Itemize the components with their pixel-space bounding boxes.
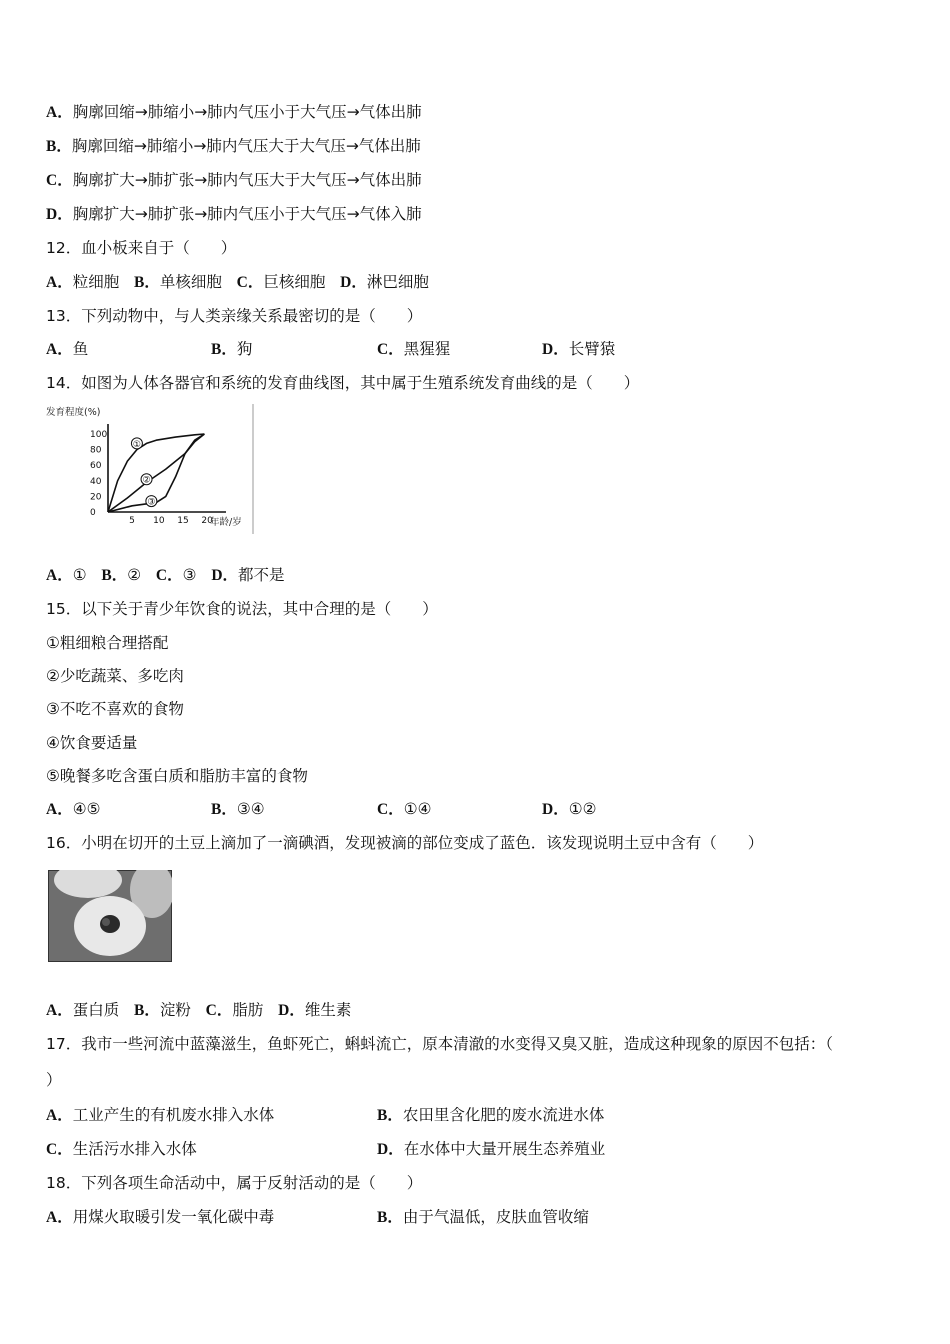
- q17-stem: 17．我市一些河流中蓝藻滋生，鱼虾死亡，蝌蚪流亡，原本清澈的水变得又臭又脏，造成这种现象的原因不包括：（: [46, 1035, 833, 1053]
- q18-stem: 18．下列各项生命活动中，属于反射活动的是（ ）: [46, 1174, 423, 1192]
- chart-xlabel: 年龄/岁: [210, 517, 242, 528]
- q15-item-2: ②少吃蔬菜、多吃肉: [46, 667, 184, 685]
- q11-option-b: B．胸廓回缩→肺缩小→肺内气压大于大气压→气体出肺: [46, 137, 421, 155]
- chart-y-tick-label: 0: [90, 508, 96, 518]
- q15-option-d: D．①②: [542, 800, 597, 818]
- chart-y-tick-label: 20: [90, 492, 102, 503]
- potato-iodine-photo: [48, 870, 172, 962]
- chart-y-tick-label: 80: [90, 445, 102, 456]
- q11-option-a: A．胸廓回缩→肺缩小→肺内气压小于大气压→气体出肺: [46, 103, 422, 121]
- q15-stem: 15．以下关于青少年饮食的说法，其中合理的是（ ）: [46, 600, 438, 618]
- chart-y-tick-label: 100: [90, 430, 108, 440]
- q14-stem: 14．如图为人体各器官和系统的发育曲线图，其中属于生殖系统发育曲线的是（ ）: [46, 374, 640, 392]
- chart-y-tick-label: 40: [90, 476, 102, 487]
- q17-option-b: B．农田里含化肥的废水流进水体: [377, 1106, 605, 1124]
- q15-option-b: B．③④: [211, 800, 265, 818]
- development-curve-svg: [46, 404, 254, 534]
- q13-option-b: B．狗: [211, 340, 253, 358]
- q18-option-b: B．由于气温低，皮肤血管收缩: [377, 1208, 589, 1226]
- q15-option-c: C．①④: [377, 800, 432, 818]
- q11-option-c: C．胸廓扩大→肺扩张→肺内气压大于大气压→气体出肺: [46, 171, 422, 189]
- q15-item-3: ③不吃不喜欢的食物: [46, 700, 184, 718]
- q15-item-5: ⑤晚餐多吃含蛋白质和脂肪丰富的食物: [46, 767, 308, 785]
- q16-options: A．蛋白质 B．淀粉 C．脂肪 D．维生素: [46, 1001, 352, 1019]
- chart-series-label: ②: [142, 475, 151, 486]
- q17-stem-tail: ）: [46, 1071, 62, 1089]
- chart-x-tick-label: 5: [129, 516, 135, 526]
- q13-option-c: C．黑猩猩: [377, 340, 451, 358]
- q13-stem: 13．下列动物中，与人类亲缘关系最密切的是（ ）: [46, 307, 423, 325]
- development-curve-chart: [46, 404, 254, 534]
- q15-item-1: ①粗细粮合理搭配: [46, 634, 169, 652]
- chart-ylabel: 发育程度(%): [46, 407, 101, 418]
- q15-option-a: A．④⑤: [46, 800, 101, 818]
- q11-option-d: D．胸廓扩大→肺扩张→肺内气压小于大气压→气体入肺: [46, 205, 422, 223]
- q18-option-a: A．用煤火取暖引发一氧化碳中毒: [46, 1208, 275, 1226]
- chart-x-tick-label: 10: [153, 516, 165, 526]
- q12-options: A．粒细胞 B．单核细胞 C．巨核细胞 D．淋巴细胞: [46, 273, 429, 291]
- q17-option-a: A．工业产生的有机废水排入水体: [46, 1106, 275, 1124]
- q13-option-a: A．鱼: [46, 340, 89, 358]
- q15-item-4: ④饮食要适量: [46, 734, 138, 752]
- chart-x-tick-label: 20: [201, 516, 213, 526]
- q14-options: A．① B．② C．③ D．都不是: [46, 566, 285, 584]
- chart-x-tick-label: 15: [177, 516, 189, 526]
- q13-option-d: D．长臂猿: [542, 340, 616, 358]
- q12-stem: 12．血小板来自于（ ）: [46, 239, 237, 257]
- chart-y-tick-label: 60: [90, 461, 102, 472]
- chart-series-label: ①: [132, 439, 141, 450]
- q16-stem: 16．小明在切开的土豆上滴加了一滴碘酒，发现被滴的部位变成了蓝色．该发现说明土豆中含有（ ）: [46, 834, 764, 852]
- q17-option-d: D．在水体中大量开展生态养殖业: [377, 1140, 606, 1158]
- q17-option-c: C．生活污水排入水体: [46, 1140, 197, 1158]
- chart-series-label: ③: [147, 497, 156, 508]
